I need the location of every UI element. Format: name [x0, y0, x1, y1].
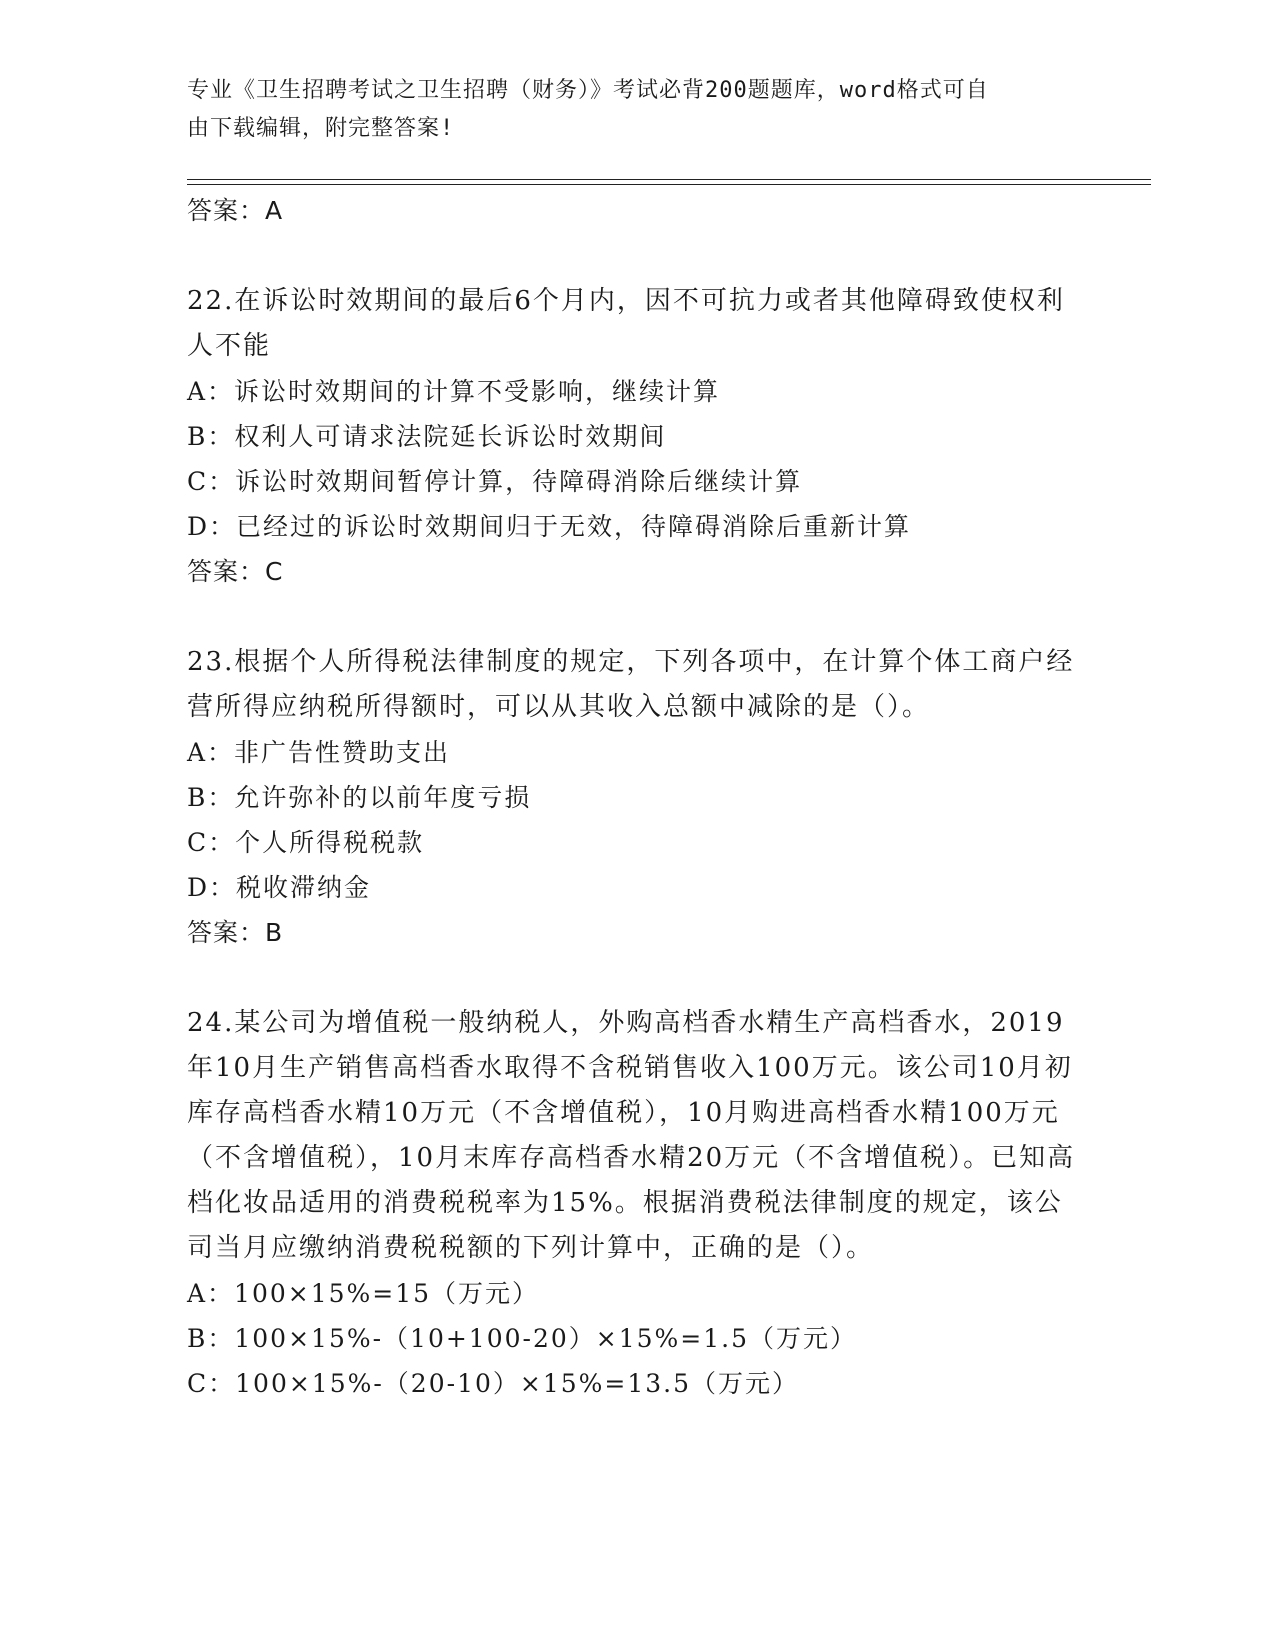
answer-23: 答案：B [187, 918, 284, 947]
answer-21: 答案：A [187, 196, 284, 225]
question-23 [187, 640, 1087, 956]
header-line-1: 专业《卫生招聘考试之卫生招聘（财务）》考试必背200题题库，word格式可自 [187, 78, 989, 103]
question-24-option-b: B：100×15%-（10+100-20）×15%=1.5（万元） [187, 1324, 858, 1353]
question-22-option-b: B：权利人可请求法院延长诉讼时效期间 [187, 422, 667, 451]
question-23-option-d: D：税收滞纳金 [187, 873, 372, 902]
question-24-text: 24.某公司为增值税一般纳税人，外购高档香水精生产高档香水，2019年10月生产销售高档香水取得不含税销售收入100万元。该公司10月初库存高档香水精10万元（不含增值税），10月购进高档香水精100万元（不含增值税），10月末库存高档香水精20万元（不含增值税）。已知高档化妆品适用的消费税税率为15%。根据消费税法律制度的规定，该公司当月应缴纳消费税税额的下列计算中，正确的是（）。 [187, 1008, 1076, 1263]
question-23-option-c: C：个人所得税税款 [187, 828, 425, 857]
question-22 [187, 279, 1087, 595]
question-22-option-c: C：诉讼时效期间暂停计算，待障碍消除后继续计算 [187, 467, 803, 496]
header-divider-bottom [187, 184, 1151, 185]
question-23-option-a: A：非广告性赞助支出 [187, 738, 451, 767]
header-line-2: 由下载编辑，附完整答案! [187, 116, 455, 141]
question-24 [187, 1001, 1087, 1406]
question-22-text: 22.在诉讼时效期间的最后6个月内，因不可抗力或者其他障碍致使权利人不能 [187, 286, 1065, 361]
question-23-option-b: B：允许弥补的以前年度亏损 [187, 783, 532, 812]
document-header [187, 72, 1067, 148]
header-divider-top [187, 179, 1151, 180]
document-body [187, 188, 1087, 1406]
question-23-text: 23.根据个人所得税法律制度的规定，下列各项中，在计算个体工商户经营所得应纳税所得额时，可以从其收入总额中减除的是（）。 [187, 647, 1075, 722]
question-24-option-c: C：100×15%-（20-10）×15%=13.5（万元） [187, 1369, 800, 1398]
question-22-option-d: D：已经过的诉讼时效期间归于无效，待障碍消除后重新计算 [187, 512, 912, 541]
question-24-option-a: A：100×15%=15（万元） [187, 1279, 540, 1308]
answer-22: 答案：C [187, 557, 284, 586]
question-22-option-a: A：诉讼时效期间的计算不受影响，继续计算 [187, 377, 721, 406]
spacer [187, 956, 1087, 1001]
spacer [187, 234, 1087, 279]
spacer [187, 595, 1087, 640]
